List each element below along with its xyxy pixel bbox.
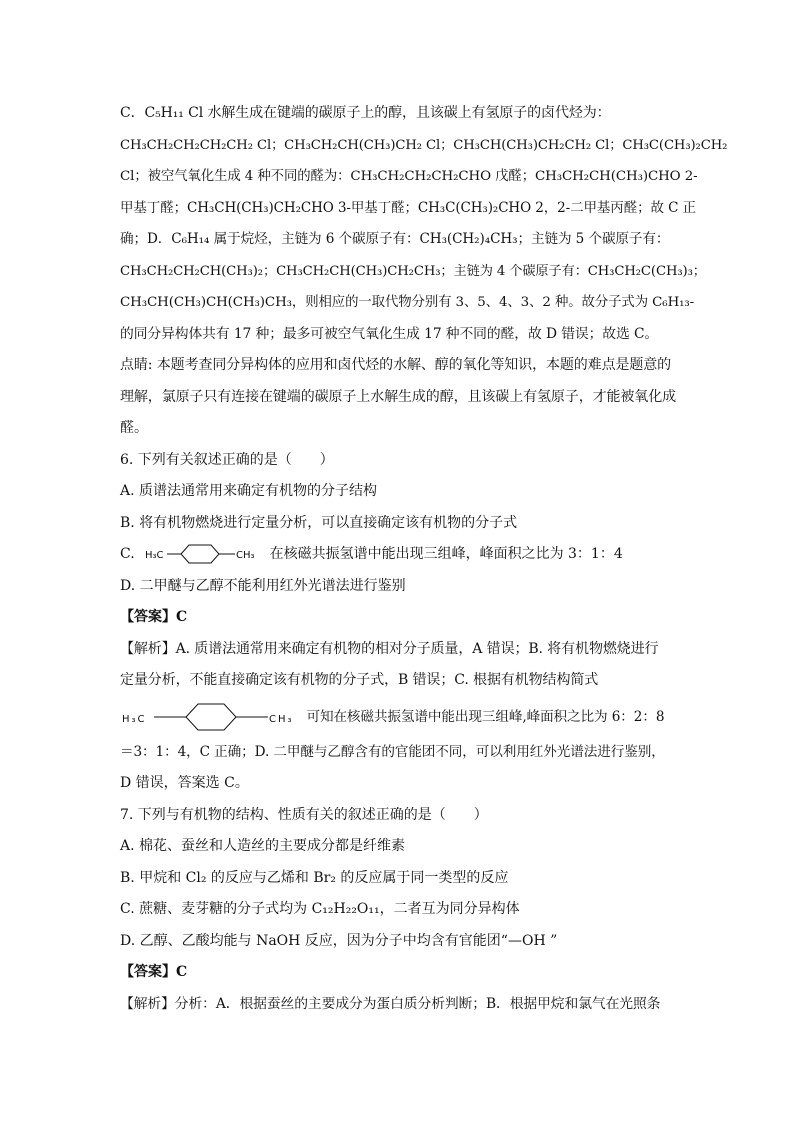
para-xylene-cyclohexane-structure-large — [120, 700, 302, 734]
explanation-text: 可知在核磁共振氢谱中能出现三组峰,峰面积之比为 6：2：8 — [306, 708, 665, 725]
question-6-stem: 6. 下列有关叙述正确的是（ ） — [120, 451, 334, 468]
question-6-option-a: A. 质谱法通常用来确定有机物的分子结构 — [120, 483, 378, 499]
structure-svg — [143, 542, 265, 566]
question-6-explanation — [120, 697, 680, 737]
question-6-answer: 【答案】C — [120, 609, 188, 625]
structure-svg-large — [120, 700, 302, 734]
question-6-explanation: D 错误，答案选 C。 — [120, 775, 249, 791]
hexagon-ring — [186, 704, 236, 730]
question-7-option-a: A. 棉花、蚕丝和人造丝的主要成分都是纤维素 — [120, 838, 406, 854]
text-line: CH₃CH(CH₃)CH(CH₃)CH₃，则相应的一取代物分别有 3、5、4、3、2 种。故分子式为 C₆H₁₃- — [120, 295, 695, 310]
question-7-option-c: C. 蔗糖、麦芽糖的分子式均为 C₁₂H₂₂O₁₁，二者互为同分异构体 — [120, 901, 520, 917]
para-xylene-cyclohexane-structure — [143, 542, 265, 566]
question-7-option-d: D. 乙醇、乙酸均能与 NaOH 反应，因为分子中均含有官能团“—OH ” — [120, 932, 558, 949]
text-line: 的同分异构体共有 17 种；最多可被空气氧化生成 17 种不同的醛，故 D 错误；故选 C。 — [120, 325, 659, 342]
note-line: 点睛: 本题考查同分异构体的应用和卤代烃的水解、醇的氧化等知识，本题的难点是题意的 — [120, 357, 672, 373]
text-line: 甲基丁醛；CH₃CH(CH₃)CH₂CHO 3-甲基丁醛；CH₃C(CH₃)₂CHO 2，2-二甲基丙醛；故 C 正 — [120, 199, 696, 216]
question-6-option-d: D. 二甲醚与乙醇不能利用红外光谱法进行鉴别 — [120, 577, 406, 594]
document-page — [120, 98, 728, 1020]
question-6-explanation: 【解析】A. 质谱法通常用来确定有机物的相对分子质量，A 错误；B. 将有机物燃烧进行 — [120, 640, 659, 657]
text-line: Cl；被空气氧化生成 4 种不同的醛为：CH₃CH₂CH₂CH₂CHO 戊醛；CH₃CH₂CH(CH₃)CHO 2- — [120, 169, 698, 184]
question-6-option-c — [120, 539, 680, 571]
question-7-answer: 【答案】C — [120, 964, 188, 980]
question-7-option-b: B. 甲烷和 Cl₂ 的反应与乙烯和 Br₂ 的反应属于同一类型的反应 — [120, 869, 509, 886]
question-7-explanation: 【解析】分析：A．根据蚕丝的主要成分为蛋白质分析判断；B．根据甲烷和氯气在光照条 — [120, 995, 661, 1012]
note-line: 理解，氯原子只有连接在键端的碳原子上水解生成的醇，且该碳上有氢原子，才能被氧化成 — [120, 388, 676, 405]
question-6-option-b: B. 将有机物燃烧进行定量分析，可以直接确定该有机物的分子式 — [120, 514, 518, 531]
question-6-explanation: 定量分析，不能直接确定该有机物的分子式，B 错误；C. 根据有机物结构简式 — [120, 672, 599, 688]
text-line: CH₃CH₂CH₂CH(CH₃)₂；CH₃CH₂CH(CH₃)CH₂CH₃；主链为 4 个碳原子有：CH₃CH₂C(CH₃)₃； — [120, 263, 706, 279]
text-line: 确；D．C₆H₁₄ 属于烷烃，主链为 6 个碳原子有：CH₃(CH₂)₄CH₃；主链为 5 个碳原子有： — [120, 231, 670, 247]
hexagon-ring — [181, 545, 219, 563]
structure-right-label: CH₃ — [269, 713, 294, 725]
question-7-stem: 7. 下列与有机物的结构、性质有关的叙述正确的是（ ） — [120, 806, 488, 823]
question-6-explanation: ＝3：1：4，C 正确；D. 二甲醚与乙醇含有的官能团不同，可以利用红外光谱法进行鉴别， — [120, 743, 665, 760]
option-c-label: C. — [120, 546, 135, 562]
text-line: CH₃CH₂CH₂CH₂CH₂ Cl；CH₃CH₂CH(CH₃)CH₂ Cl；CH₃CH(CH₃)CH₂CH₂ Cl；CH₃C(CH₃)₂CH₂ — [120, 137, 728, 153]
structure-left-label: H₃C — [122, 713, 147, 725]
text-line: C．C₅H₁₁ Cl 水解生成在键端的碳原子上的醇，且该碳上有氢原子的卤代烃为： — [120, 105, 611, 121]
option-c-text: 在核磁共振氢谱中能出现三组峰，峰面积之比为 3：1：4 — [269, 546, 623, 562]
structure-right-label: CH₃ — [236, 550, 255, 561]
note-line: 醛。 — [120, 420, 148, 436]
structure-left-label: H₃C — [145, 550, 164, 561]
